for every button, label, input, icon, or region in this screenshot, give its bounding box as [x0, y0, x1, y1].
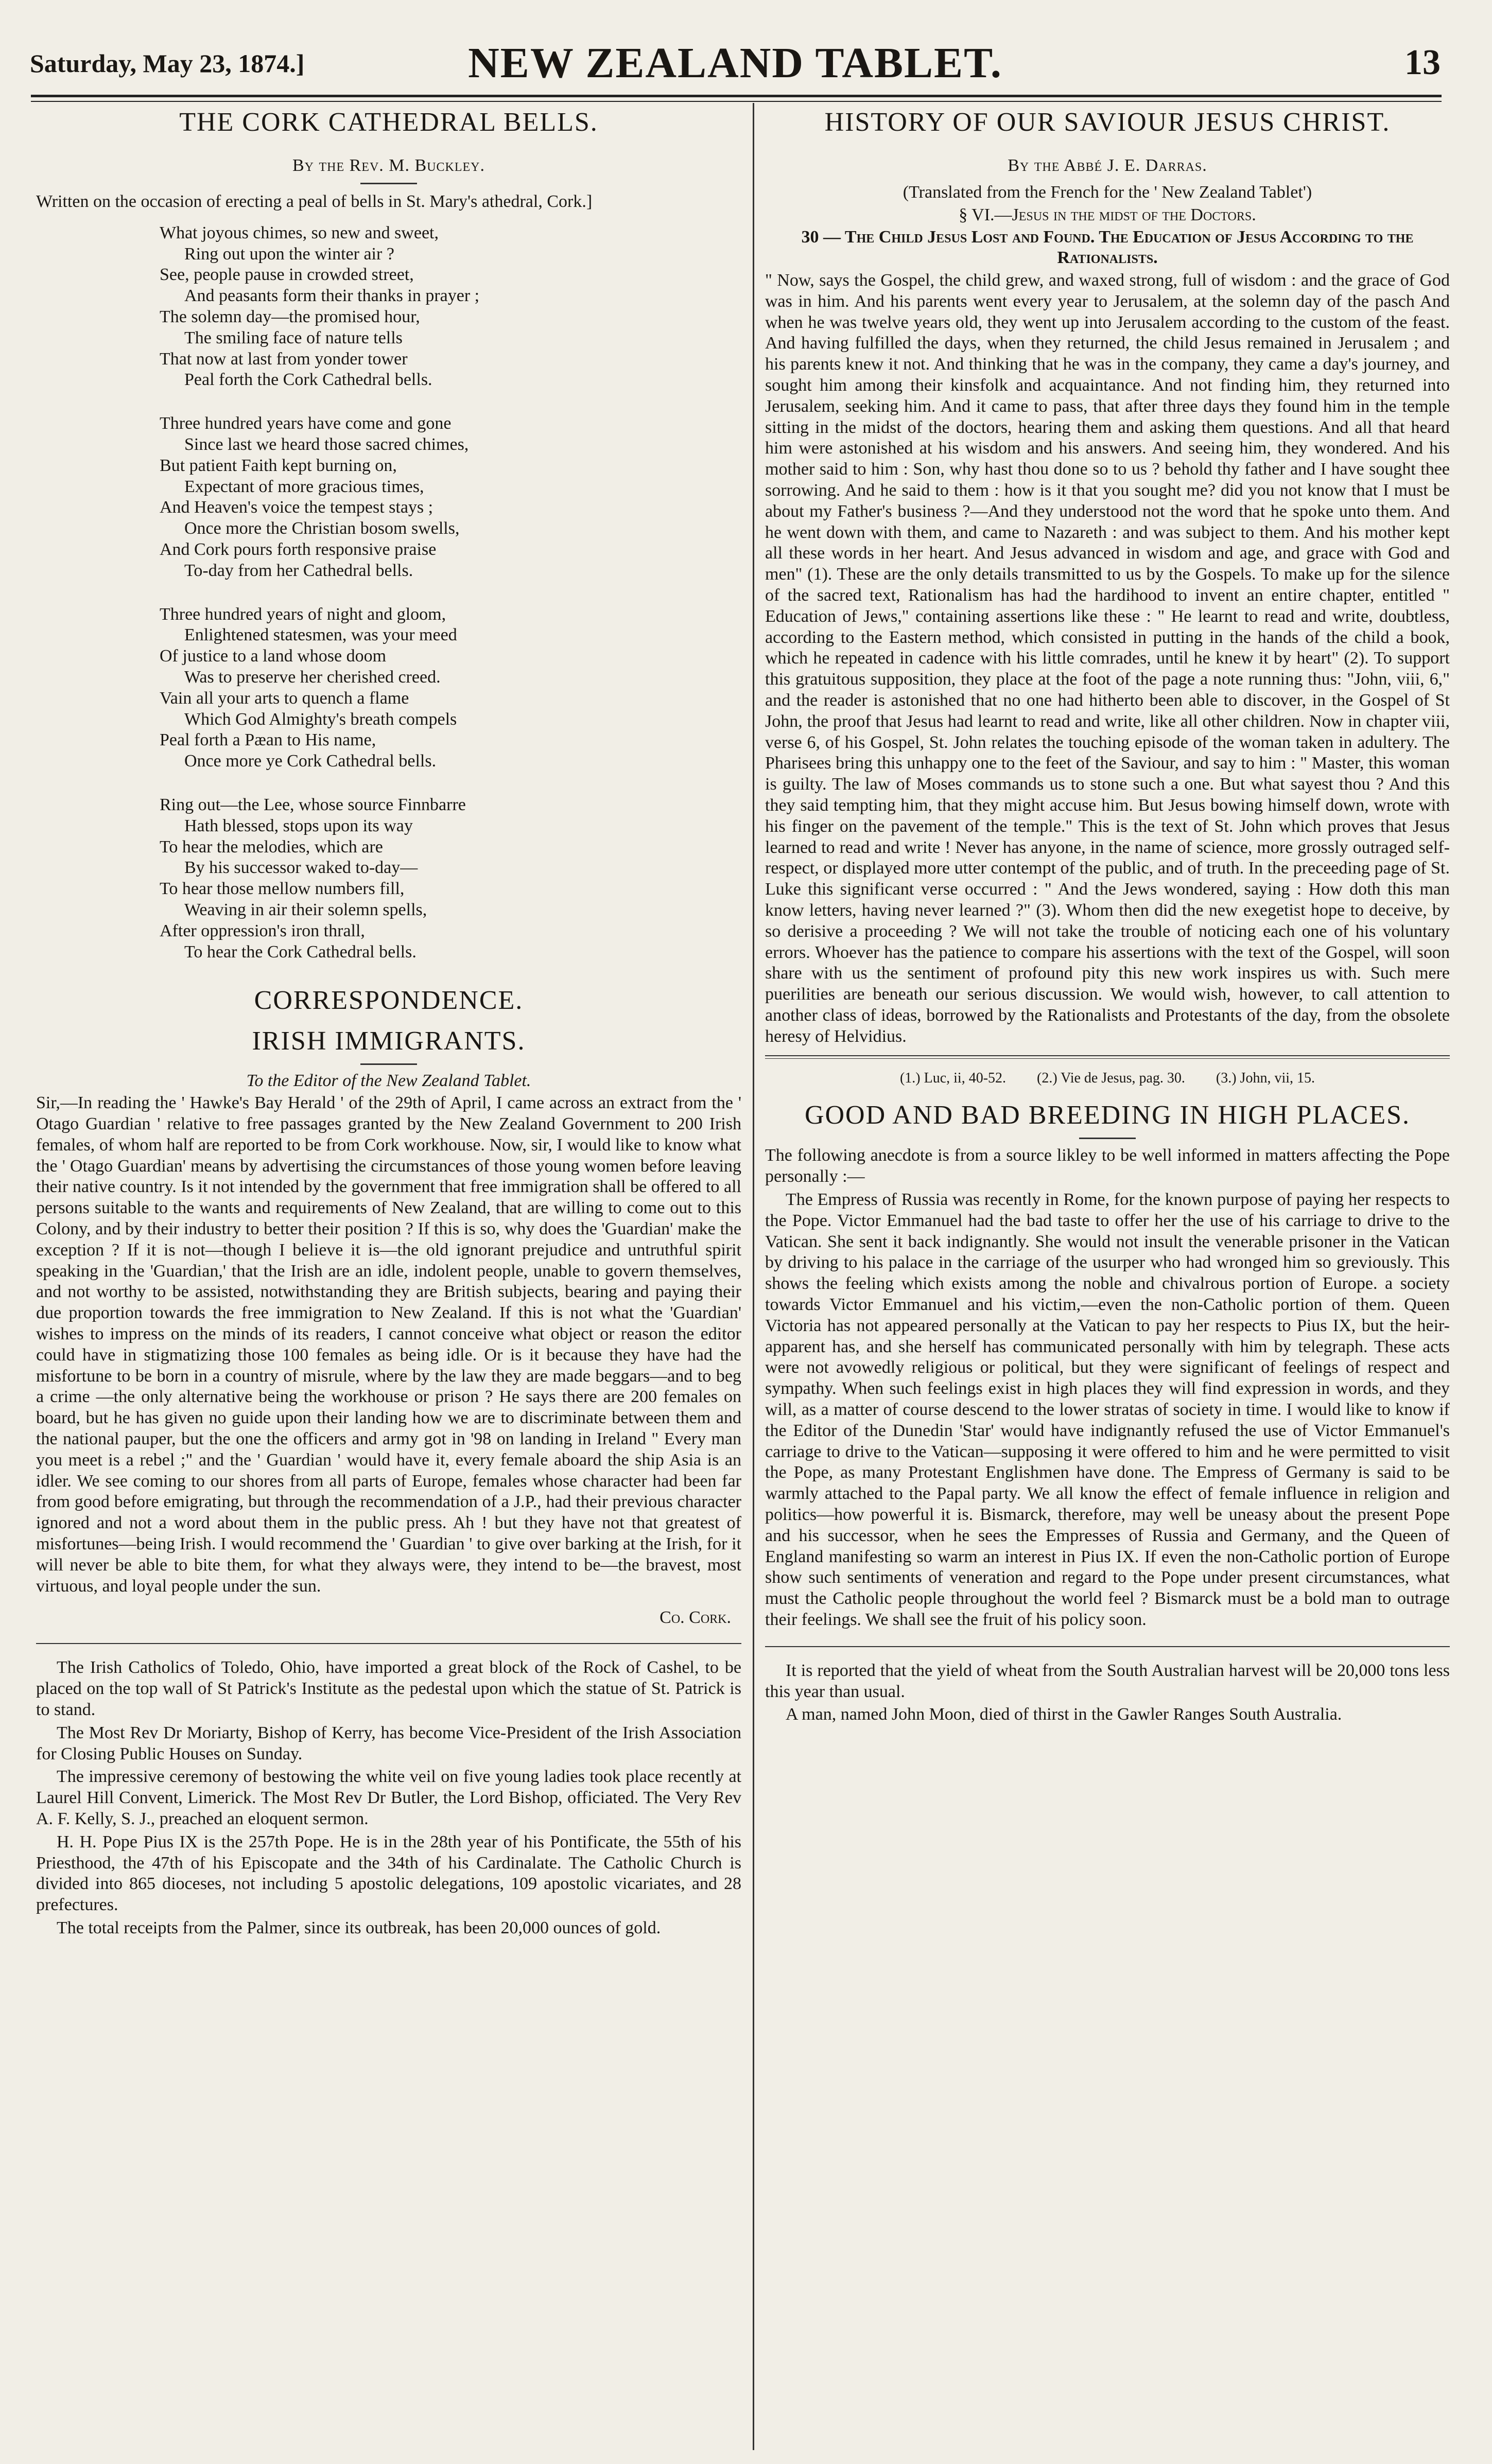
- left-column: [36, 103, 741, 1941]
- footnote: (2.) Vie de Jesus, pag. 30.: [1037, 1070, 1185, 1087]
- bells-byline: By the Rev. M. Buckley.: [292, 156, 485, 175]
- poem-line: Ring out upon the winter air ?: [184, 244, 394, 264]
- issue-date: Saturday, May 23, 1874.]: [30, 49, 305, 78]
- correspondence-section: [36, 985, 741, 1628]
- poem-line: By his successor waked to-day—: [184, 858, 418, 878]
- masthead-rule-thin: [31, 101, 1442, 102]
- letter-signature: Co. Cork.: [660, 1608, 731, 1628]
- poem-line: Ring out—the Lee, whose source Finnbarre: [160, 795, 466, 814]
- poem-line: And peasants form their thanks in prayer ;: [184, 286, 480, 306]
- page-number: 13: [1404, 43, 1441, 82]
- translation-note: (Translated from the French for the ' New Zealand Tablet'): [903, 183, 1312, 202]
- poem-line: Vain all your arts to quench a flame: [160, 688, 409, 708]
- masthead: [30, 31, 1441, 92]
- history-article: [765, 107, 1450, 1087]
- news-item: The total receipts from the Palmer, since its outbreak, has been 20,000 ounces of gold.: [57, 1918, 661, 1937]
- poem-line: Expectant of more gracious times,: [184, 477, 424, 496]
- news-briefs-right: [765, 1661, 1450, 1725]
- news-item: H. H. Pope Pius IX is the 257th Pope. He is in the 28th year of his Pontificate, the 55th of his Priesthood, the 47th of his Episcopate and the 34th of his Cardinalate. The Catholic Church is divided into 865 dioceses, not including 5 apostolic delegations, 109 apostolic vicariates, and 28 prefectures.: [36, 1832, 741, 1915]
- section-divider: [765, 1646, 1450, 1647]
- bells-headline: THE CORK CATHEDRAL BELLS.: [179, 108, 598, 137]
- breeding-body: The Empress of Russia was recently in Rome, for the known purpose of paying her respects to the Pope. Victor Emmanuel had the bad taste to offer her the use of his carriage to drive to the Vatican. She sent it back indignantly. She would not insult the venerable prisoner in the Vatican by driving to his palace in the carriage of the usurper who had wronged him so greviously. This shows the feeling which exists among the noble and chivalrous portion of Europe. a society towards Victor Emmanuel and his victim,—even the non-Catholic portion of them. Queen Victoria has not appeared personally at the Vatican to pay her respects to Pius IX, but the heir-apparent has, and she herself has communicated personally with him by telegraph. These acts were not avowedly religious or political, but they were significant of feelings of respect and sympathy. When such feelings exist in high places they will find expression in words, and they will, as a matter of course descend to the lower stratas of society in time. I would like to know if the Editor of the Dunedin 'Star' would have indignantly refused the use of Victor Emmanuel's carriage to drive to the Vatican—supposing it were offered to him and he were permitted to visit the Pope, as many Protestant Englishmen have done. The Empress of Germany is said to be warmly attached to the Papal party. We all know the effect of female influence in religion and politics—how powerful it is. Bismarck, therefore, may well be uneasy about the present Pope and his successor, when he sees the Empresses of Russia and Germany, and the Queen of England manifesting so warm an interest in Pius IX. If even the non-Catholic portion of Europe show such sentiments of veneration and regard to the Pope under present circumstances, what must the Catholic people throughout the world feel ? Bismarck must be a bold man to outrage their feelings. We shall see the fruit of his policy soon.: [765, 1190, 1450, 1630]
- poem-line: To hear the Cork Cathedral bells.: [184, 942, 417, 962]
- poem-stanza: [160, 413, 741, 581]
- poem-line: To hear those mellow numbers fill,: [160, 879, 405, 899]
- poem-line: Enlightened statesmen, was your meed: [184, 625, 457, 645]
- newspaper-title: NEW ZEALAND TABLET.: [468, 39, 1002, 87]
- poem-line: Since last we heard those sacred chimes,: [184, 434, 469, 454]
- section-heading: § VI.—Jesus in the midst of the Doctors.: [959, 205, 1256, 224]
- poem-stanza: [160, 223, 741, 391]
- poem: [160, 223, 741, 963]
- news-item: A man, named John Moon, died of thirst in the Gawler Ranges South Australia.: [786, 1705, 1342, 1724]
- poem-line: Hath blessed, stops upon its way: [184, 816, 413, 835]
- history-headline: HISTORY OF OUR SAVIOUR JESUS CHRIST.: [824, 108, 1391, 137]
- byline-rule: [360, 183, 417, 184]
- footnote: (1.) Luc, ii, 40-52.: [899, 1070, 1007, 1087]
- section-divider: [36, 1643, 741, 1644]
- breeding-article: [765, 1100, 1450, 1630]
- masthead-rule: [31, 95, 1442, 97]
- to-editor-line: To the Editor of the New Zealand Tablet.: [246, 1071, 531, 1091]
- breeding-intro: The following anecdote is from a source likley to be well informed in matters affecting the Pope personally :—: [765, 1146, 1450, 1186]
- footnotes: [765, 1070, 1450, 1087]
- poem-line: Was to preserve her cherished creed.: [184, 667, 441, 687]
- column-divider: [753, 103, 754, 2450]
- poem-line: Weaving in air their solemn spells,: [184, 900, 427, 919]
- poem-line: The smiling face of nature tells: [184, 328, 403, 347]
- poem-line: After oppression's iron thrall,: [160, 921, 365, 940]
- poem-line: Peal forth a Pæan to His name,: [160, 730, 376, 750]
- poem-line: That now at last from yonder tower: [160, 349, 408, 369]
- news-item: The Most Rev Dr Moriarty, Bishop of Kerry, has become Vice-President of the Irish Association for Closing Public Houses on Sunday.: [36, 1723, 741, 1763]
- letter-body: Sir,—In reading the ' Hawke's Bay Herald ' of the 29th of April, I came across an extract from the ' Otago Guardian ' relative to free passages granted by the New Zealand Government to 200 Irish females, of whom half are reported to be from Cork workhouse. Now, sir, I would like to know what the ' Otago Guardian' means by advertising the circumstances of those young women before leaving their native country. Is it not intended by the government that free immigration shall be offered to all persons suitable to the wants and requirements of New Zealand, that are willing to come out to this Colony, and by their industry to better their position ? If this is so, why does the 'Guardian' make the exception ? If it is not—though I believe it is—the old ignorant prejudice and untruthful spirit speaking in the 'Guardian,' that the Irish are an idle, indolent people, unable to govern themselves, and not worthy to be assisted, notwithstanding they are British subjects, bearing and paying their due proportion towards the free immigration to New Zealand. If this is not what the 'Guardian' wishes to impress on the minds of its readers, I cannot conceive what object or reason the editor could have in stigmatizing those 100 females as being idle. Or is it because they have had the misfortune to be born in a country of misrule, where by the law they are made beggars—and to beg a crime —the only alternative being the workhouse or prison ? He says there are 200 females on board, but he has given no guide upon their landing how we are to discriminate between them and the national pauper, but the one the officers and army got in '98 on landing in Ireland " Every man you meet is a rebel ;" and the ' Guardian ' would have it, every female aboard the ship Asia is an idler. We see coming to our shores from all parts of Europe, females whose character had been far from good before emigrating, but through the recommendation of a J.P., had their previous character ignored and not a word about them in the public press. Ah ! but they have not that greatest of misfortunes—being Irish. I would recommend the ' Guardian ' to give over barking at the Irish, for it will never be able to bite them, for what they always were, they intend to be—the bravest, most virtuous, and loyal people under the sun.: [36, 1093, 741, 1596]
- history-body: " Now, says the Gospel, the child grew, and waxed strong, full of wisdom : and the grace of God was in him. And his parents went every year to Jerusalem, at the solemn day of the pasch And when he was twelve years old, they went up into Jerusalem according to the custom of the feast. And having fulfilled the days, when they returned, the child Jesus remained in Jerusalem ; and his parents knew it not. And thinking that he was in the company, they came a day's journey, and sought him among their kinsfolk and acquaintance. And not finding him, they returned into Jerusalem, seeking him. And it came to pass, that after three days they found him in the temple sitting in the midst of the doctors, hearing them and asking them questions. And all that heard him were astonished at his wisdom and his answers. And seeing him, they wondered. And his mother said to him : Son, why hast thou done so to us ? behold thy father and I have sought thee sorrowing. And he said to them : how is it that you sought me? did you not know that I must be about my Father's business ?—And they understood not the word that he spoke unto them. And he went down with them, and came to Nazareth : and was subject to them. And his mother kept all these words in her heart. And Jesus advanced in wisdom and age, and grace with God and men" (1). These are the only details transmitted to us by the Gospels. To make up for the silence of the sacred text, Rationalism has had the hardihood to invent an entire chapter, entitled " Education of Jews," containing assertions like these : " He learnt to read and write, doubtless, according to the Eastern method, which consisted in putting in the hands of the child a book, which he repeated in cadence with his little comrades, until he knew it by heart" (2). To support this gratuitous supposition, they place at the foot of the page a note running thus: "John, viii, 6," and the reader is astonished that no one had hitherto been able to discover, in the Gospel of St John, the proof that Jesus had learnt to read and write, like all other children. Now in chapter viii, verse 6, of his Gospel, St. John relates the touching episode of the woman taken in adultery. The Pharisees bring this unhappy one to the feet of the Saviour, and say to him : " Master, this woman is guilty. The law of Moses commands us to stone such a one. But what sayest thou ? And this they said tempting him, that they might accuse him. But Jesus bowing himself down, wrote with his finger on the pavement of the temple." This is the text of St. John which proves that Jesus learned to read and write ! Never has anyone, in the name of science, more grossly outraged self-respect, or displayed more utter contempt of the public, and of truth. In the preceeding page of St. Luke this significant verse occurred : " And the Jews wondered, saying : How doth this man know letters, having never learned ?" (3). Whom then did the new exegetist hope to deceive, by so derisive a proceeding ? We will not take the trouble of noticing each one of his voluntary errors. Whoever has the patience to compare his assertions with the text of the Gospel, will soon share with us the sentiment of profound pity this new work inspires us with. Such mere puerilities are beneath our serious discussion. We would wish, however, to call attention to another class of ideas, borrowed by the Rationalists and Protestants of the day, from the obsolete heresy of Helvidius.: [765, 271, 1450, 1046]
- bells-article: [36, 107, 741, 963]
- news-item: It is reported that the yield of wheat from the South Australian harvest will be 20,000 tons less this year than usual.: [765, 1661, 1450, 1701]
- poem-line: Once more ye Cork Cathedral bells.: [184, 752, 437, 771]
- footnote-rule: [765, 1055, 1450, 1059]
- bells-note: Written on the occasion of erecting a peal of bells in St. Mary's athedral, Cork.]: [36, 192, 593, 211]
- poem-line: Of justice to a land whose doom: [160, 646, 387, 666]
- poem-line: But patient Faith kept burning on,: [160, 456, 397, 475]
- poem-line: Three hundred years have come and gone: [160, 414, 452, 433]
- poem-line: What joyous chimes, so new and sweet,: [160, 223, 439, 242]
- irish-immigrants-headline: IRISH IMMIGRANTS.: [252, 1026, 526, 1056]
- news-item: The impressive ceremony of bestowing the white veil on five young ladies took place recently at Laurel Hill Convent, Limerick. The Most Rev Dr Butler, the Lord Bishop, officiated. The Very Rev A. F. Kelly, S. J., preached an eloquent sermon.: [36, 1767, 741, 1828]
- news-item: The Irish Catholics of Toledo, Ohio, have imported a great block of the Rock of Cashel, to be placed on the top wall of St Patrick's Institute as the pedestal upon which the statue of St. Patrick is to stand.: [36, 1658, 741, 1720]
- poem-line: Which God Almighty's breath compels: [184, 709, 457, 729]
- headline-rule: [1079, 1138, 1136, 1139]
- correspondence-headline: CORRESPONDENCE.: [254, 986, 524, 1016]
- chapter-subhead: 30 — The Child Jesus Lost and Found. The Education of Jesus According to the Rationalists.: [801, 228, 1414, 267]
- right-column: [765, 103, 1450, 1727]
- footnote: (3.) John, vii, 15.: [1216, 1070, 1315, 1087]
- poem-line: To-day from her Cathedral bells.: [184, 561, 413, 580]
- poem-line: Three hundred years of night and gloom,: [160, 604, 446, 624]
- poem-line: See, people pause in crowded street,: [160, 265, 414, 285]
- poem-line: Peal forth the Cork Cathedral bells.: [184, 370, 432, 390]
- poem-line: And Cork pours forth responsive praise: [160, 539, 437, 559]
- headline-rule: [360, 1063, 417, 1065]
- history-byline: By the Abbé J. E. Darras.: [1008, 156, 1207, 175]
- news-briefs-left: [36, 1657, 741, 1938]
- poem-line: Once more the Christian bosom swells,: [184, 519, 460, 538]
- poem-line: The solemn day—the promised hour,: [160, 307, 420, 326]
- poem-line: To hear the melodies, which are: [160, 837, 383, 857]
- poem-stanza: [160, 604, 741, 772]
- poem-stanza: [160, 795, 741, 963]
- breeding-headline: GOOD AND BAD BREEDING IN HIGH PLACES.: [804, 1100, 1411, 1130]
- poem-line: And Heaven's voice the tempest stays ;: [160, 498, 433, 517]
